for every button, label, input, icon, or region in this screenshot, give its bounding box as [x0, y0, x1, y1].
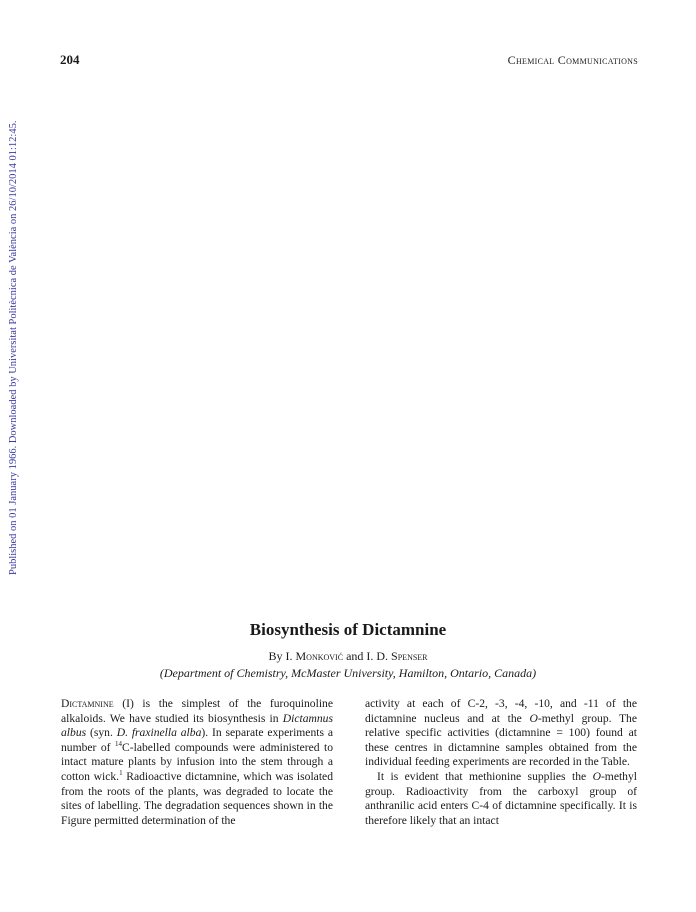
by-label: By [268, 649, 283, 663]
article-title: Biosynthesis of Dictamnine [249, 620, 447, 639]
isotope-superscript: 14 [115, 739, 122, 748]
reference-marker: 1 [119, 769, 123, 778]
body-paragraph [365, 697, 637, 770]
text-run: ). In separate experiments a number of [61, 726, 333, 754]
journal-running-head: Chemical Communications [507, 53, 638, 67]
species-synonym: D. fraxinella alba [116, 726, 202, 740]
text-run: Radioactive dictamnine, which was isolated from the roots of the plants, was degraded to locate the sites of labelling. The degradation sequences shown in the Figure permitted determination of the [61, 769, 333, 827]
text-run: It is evident that methionine supplies the [377, 769, 593, 783]
text-run: (syn. [86, 726, 117, 740]
body-paragraph [365, 770, 637, 828]
download-stamp: Published on 01 January 1966. Downloaded by Universitat Politècnica de València on 26/10/2014 01:12:45. [8, 120, 19, 575]
species-name: Dictamnus albus [61, 711, 333, 740]
text-run: -methyl group. The relative specific activities (dictamnine = 100) found at these centres in dictamnine samples obtained from the individual feeding experiments are recorded in the Table. [365, 711, 637, 769]
compound-name: Dictamnine [61, 697, 114, 710]
body-paragraph [61, 697, 333, 828]
page-number: 204 [60, 52, 80, 67]
author-name: I. D. Spenser [366, 649, 428, 663]
affiliation: (Department of Chemistry, McMaster University, Hamilton, Ontario, Canada) [159, 666, 537, 680]
author-name: I. Monković [285, 649, 344, 663]
left-column [61, 697, 333, 828]
text-run: activity at each of C-2, -3, -4, -10, and -11 of the dictamnine nucleus and at the [365, 697, 637, 725]
text-run: -methyl group. Radioactivity from the carboxyl group of anthranilic acid enters C-4 of dictamnine specifically. It is therefore likely that an intact [365, 769, 637, 827]
author-line [0, 649, 696, 664]
oxygen-symbol: O [592, 769, 601, 783]
text-run: (I) is the simplest of the furoquinoline alkaloids. We have studied its biosynthesis in [61, 697, 333, 725]
right-column [365, 697, 637, 828]
oxygen-symbol: O [529, 711, 538, 725]
and-label: and [346, 649, 364, 663]
text-run: C-labelled compounds were administered to intact mature plants by infusion into the stem through a cotton wick. [61, 740, 334, 783]
